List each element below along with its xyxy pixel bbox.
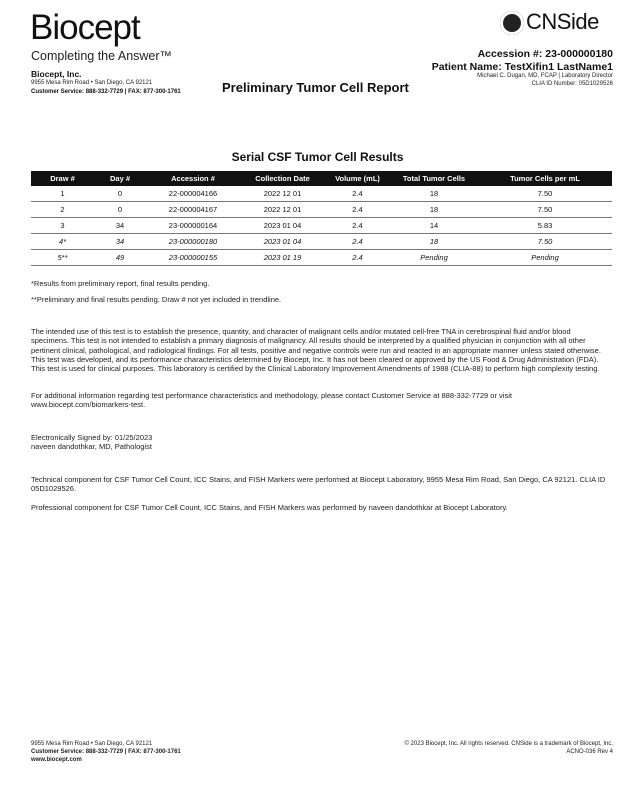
table-cell: 5** bbox=[31, 250, 94, 266]
table-cell: 34 bbox=[94, 218, 146, 234]
results-table bbox=[31, 171, 612, 266]
table-header-row bbox=[31, 171, 612, 186]
table-cell: 18 bbox=[390, 186, 478, 202]
table-cell: 7.50 bbox=[478, 202, 612, 218]
footer-customer-service: Customer Service: 888-332-7729 | FAX: 877-300-1761 bbox=[31, 749, 181, 755]
technical-component-paragraph: Technical component for CSF Tumor Cell Count, ICC Stains, and FISH Markers were performed at Biocept Laboratory, 9955 Mesa Rim Road, San Diego, CA 92121. CLIA ID 05D1029526. bbox=[31, 475, 606, 494]
col-cells-per-ml: Tumor Cells per mL bbox=[478, 171, 612, 186]
table-cell: 18 bbox=[390, 234, 478, 250]
table-cell: 0 bbox=[94, 202, 146, 218]
table-cell: 18 bbox=[390, 202, 478, 218]
table-cell: 2 bbox=[31, 202, 94, 218]
cnside-logo bbox=[500, 9, 615, 39]
col-volume: Volume (mL) bbox=[325, 171, 390, 186]
col-collection-date: Collection Date bbox=[240, 171, 325, 186]
table-cell: 1 bbox=[31, 186, 94, 202]
patient-name: Patient Name: TestXifin1 LastName1 bbox=[431, 61, 613, 73]
table-cell: 2023 01 04 bbox=[240, 218, 325, 234]
table-cell: 14 bbox=[390, 218, 478, 234]
table-cell: 0 bbox=[94, 186, 146, 202]
table-cell: 22-000004167 bbox=[146, 202, 240, 218]
table-row bbox=[31, 234, 612, 250]
table-cell: 2.4 bbox=[325, 250, 390, 266]
results-title: Serial CSF Tumor Cell Results bbox=[231, 150, 404, 164]
company-address: 9955 Mesa Rim Road • San Diego, CA 92121 bbox=[31, 80, 153, 86]
brain-icon bbox=[500, 11, 524, 35]
customer-service: Customer Service: 888-332-7729 | FAX: 877-300-1761 bbox=[31, 89, 181, 95]
table-cell: 2022 12 01 bbox=[240, 186, 325, 202]
table-row bbox=[31, 186, 612, 202]
table-row bbox=[31, 218, 612, 234]
col-draw: Draw # bbox=[31, 171, 94, 186]
table-cell: 7.50 bbox=[478, 186, 612, 202]
footer-website[interactable]: www.biocept.com bbox=[31, 757, 82, 763]
table-cell: Pending bbox=[478, 250, 612, 266]
table-cell: 23-000000155 bbox=[146, 250, 240, 266]
signature-line: Electronically Signed by: 01/25/2023 bbox=[31, 433, 153, 442]
accession-number: Accession #: 23-000000180 bbox=[477, 48, 613, 60]
table-cell: 2.4 bbox=[325, 234, 390, 250]
table-cell: 3 bbox=[31, 218, 94, 234]
biocept-logo: Biocept bbox=[30, 8, 140, 47]
col-day: Day # bbox=[94, 171, 146, 186]
additional-info-paragraph: For additional information regarding test performance characteristics and methodology, please contact Customer Service at 888-332-7729 or visit www.biocept.com/biomarkers-test. bbox=[31, 391, 512, 410]
table-cell: 2022 12 01 bbox=[240, 202, 325, 218]
footnote-pending: **Preliminary and final results pending. Draw # not yet included in trendline. bbox=[31, 295, 282, 304]
intended-use-paragraph: The intended use of this test is to establish the presence, quantity, and character of malignant cells and/or mutated cell-free TNA in cerebrospinal fluid and/or blood specimens. This test is not intended to establish a primary diagnosis of malignancy. All results should be interpreted by a qualified physician in conjunction with all other pertinent clinical, pathological, and radiological findings. For all tests, positive and negative controls were run and reacted in an appropriate manner unless stated otherwise. This test was developed, and its performance characteristics determined by Biocept, Inc. It has not been cleared or approved by the US Food & Drug Administration (FDA). This test is used for clinical purposes. This laboratory is certified by the Clinical Laboratory Improvement Amendments of 1988 (CLIA-88) to perform high complexity testing. bbox=[31, 327, 601, 374]
col-accession: Accession # bbox=[146, 171, 240, 186]
pathologist-name: naveen dandothkar, MD, Pathologist bbox=[31, 442, 152, 451]
table-cell: 2.4 bbox=[325, 186, 390, 202]
clia-number: CLIA ID Number: 05D1029526 bbox=[531, 81, 613, 87]
footnote-preliminary: *Results from preliminary report, final results pending. bbox=[31, 279, 210, 288]
table-cell: 2023 01 04 bbox=[240, 234, 325, 250]
table-cell: 49 bbox=[94, 250, 146, 266]
table-row bbox=[31, 202, 612, 218]
col-total-cells: Total Tumor Cells bbox=[390, 171, 478, 186]
table-cell: 2.4 bbox=[325, 202, 390, 218]
cnside-logo-text: CNSide bbox=[526, 9, 599, 34]
table-cell: 5.83 bbox=[478, 218, 612, 234]
table-row bbox=[31, 250, 612, 266]
table-cell: 23-000000180 bbox=[146, 234, 240, 250]
report-title: Preliminary Tumor Cell Report bbox=[222, 80, 409, 95]
table-cell: 34 bbox=[94, 234, 146, 250]
table-cell: 23-000000164 bbox=[146, 218, 240, 234]
table-cell: 7.50 bbox=[478, 234, 612, 250]
footer-doc-id: ACNO-036 Rev 4 bbox=[566, 749, 613, 755]
tagline: Completing the Answer™ bbox=[31, 49, 173, 63]
lab-director: Michael C. Dugan, MD, FCAP | Laboratory Director bbox=[477, 73, 613, 79]
company-name: Biocept, Inc. bbox=[31, 69, 82, 79]
table-cell: 4* bbox=[31, 234, 94, 250]
table-cell: Pending bbox=[390, 250, 478, 266]
professional-component-paragraph: Professional component for CSF Tumor Cell Count, ICC Stains, and FISH Markers was performed by naveen dandothkar at Biocept Laboratory. bbox=[31, 503, 508, 512]
footer-copyright: © 2023 Biocept, Inc. All rights reserved. CNSide is a trademark of Biocept, Inc. bbox=[404, 741, 613, 747]
footer-address: 9955 Mesa Rim Road • San Diego, CA 92121 bbox=[31, 741, 153, 747]
table-cell: 2023 01 19 bbox=[240, 250, 325, 266]
table-cell: 2.4 bbox=[325, 218, 390, 234]
table-cell: 22-000004166 bbox=[146, 186, 240, 202]
